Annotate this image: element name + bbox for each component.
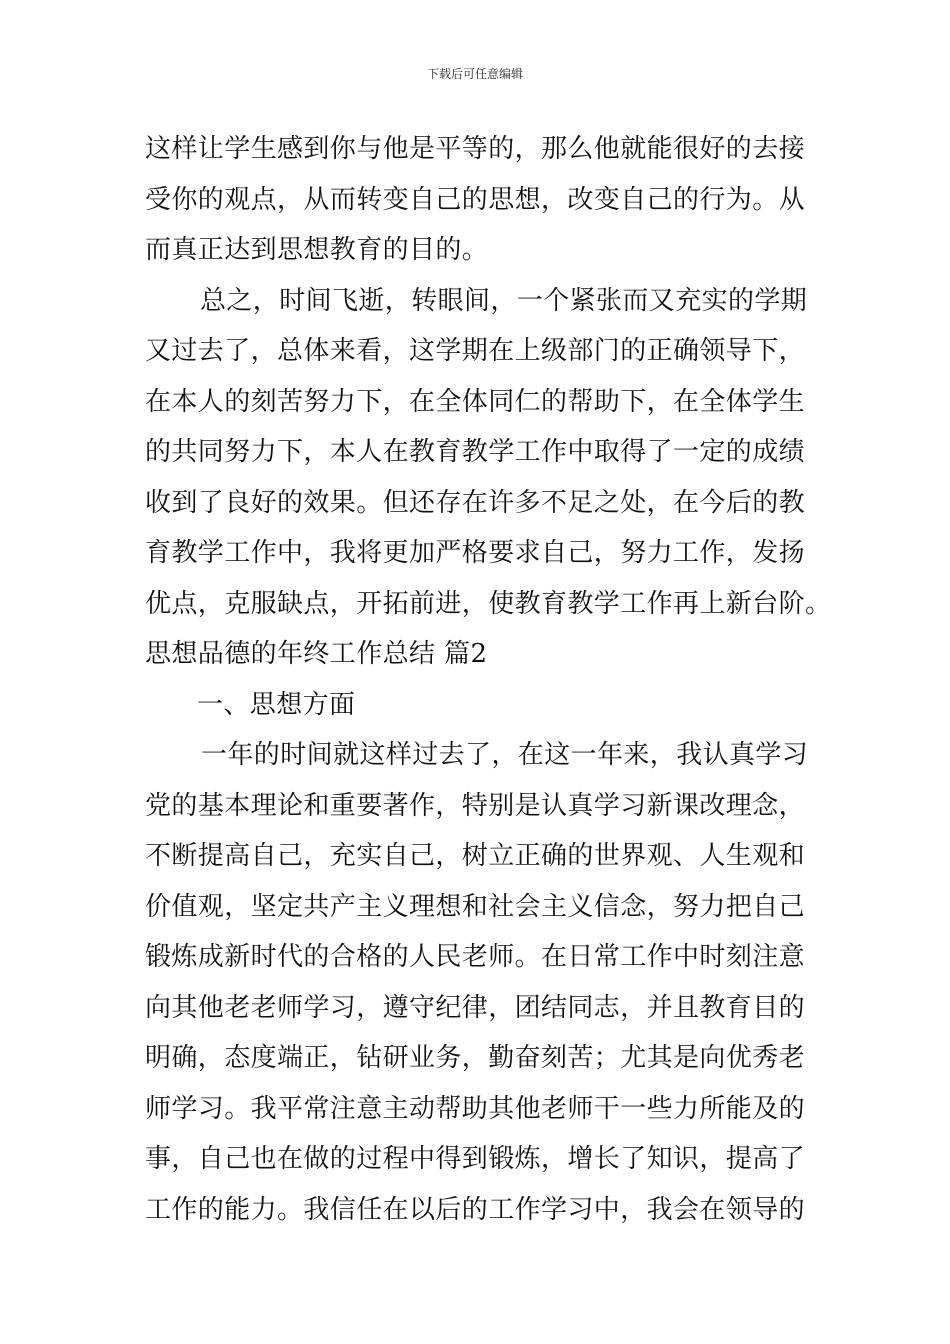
text-line: 不断提高自己，充实自己，树立正确的世界观、人生观和 <box>145 841 806 871</box>
text-line: 明确，态度端正，钻研业务，勤奋刻苦；尤其是向优秀老 <box>145 1043 806 1073</box>
text-line: 在本人的刻苦努力下，在全体同仁的帮助下，在全体学生 <box>145 386 806 417</box>
text-line: 向其他老老师学习，遵守纪律，团结同志，并且教育目的 <box>145 992 806 1023</box>
text-line: 工作的能力。我信任在以后的工作学习中，我会在领导的 <box>145 1194 806 1225</box>
text-line: 党的基本理论和重要著作，特别是认真学习新课改理念， <box>145 790 806 821</box>
document-body <box>145 124 832 1235</box>
section-title: 思想品德的年终工作总结 篇2 <box>145 639 488 669</box>
text-line: 受你的观点，从而转变自己的思想，改变自己的行为。从 <box>145 184 806 215</box>
text-line: 事，自己也在做的过程中得到锻炼，增长了知识，提高了 <box>145 1144 806 1174</box>
text-line: 的共同努力下，本人在教育教学工作中取得了一定的成绩 <box>145 437 806 467</box>
text-line: 优点，克服缺点，开拓前进，使教育教学工作再上新台阶。 <box>145 588 832 619</box>
text-line: 价值观，坚定共产主义理想和社会主义信念，努力把自己 <box>145 891 806 922</box>
text-line: 又过去了，总体来看，这学期在上级部门的正确领导下， <box>145 336 806 366</box>
text-line: 总之，时间飞逝，转眼间，一个紧张而又充实的学期 <box>200 285 808 316</box>
text-line: 锻炼成新时代的合格的人民老师。在日常工作中时刻注意 <box>145 942 806 972</box>
text-line: 这样让学生感到你与他是平等的，那么他就能很好的去接 <box>145 134 806 164</box>
text-line: 收到了良好的效果。但还存在许多不足之处，在今后的教 <box>145 487 806 518</box>
text-line: 育教学工作中，我将更加严格要求自己，努力工作，发扬 <box>145 538 806 568</box>
text-line: 师学习。我平常注意主动帮助其他老师干一些力所能及的 <box>145 1093 806 1124</box>
subsection-heading: 一、思想方面 <box>197 689 356 720</box>
text-line: 一年的时间就这样过去了，在这一年来，我认真学习 <box>201 740 809 770</box>
text-line: 而真正达到思想教育的目的。 <box>145 235 489 265</box>
page-header: 下载后可任意编辑 <box>426 67 523 81</box>
